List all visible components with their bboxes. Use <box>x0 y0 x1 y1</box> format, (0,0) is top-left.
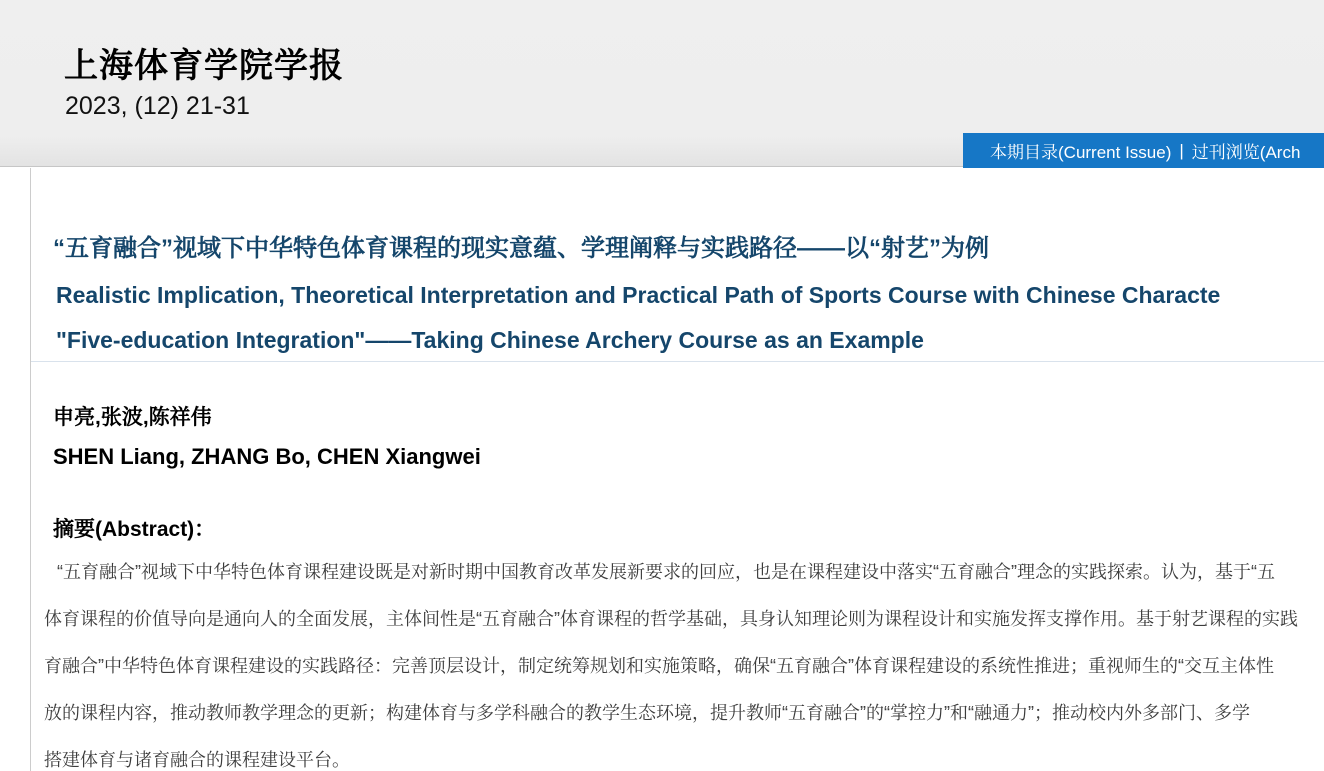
article-content-panel <box>30 168 1324 771</box>
current-issue-link[interactable]: 本期目录(Current Issue) <box>990 143 1172 162</box>
archive-link[interactable]: 过刊浏览(Arch <box>1191 143 1301 162</box>
authors-zh: 申亮,张波,陈祥伟 <box>53 406 212 429</box>
abstract-line: 体育课程的价值导向是通向人的全面发展，主体间性是“五育融合”体育课程的哲学基础，具身认知理论则为课程设计和实施发挥支撑作用。基于射艺课程的实践 <box>44 609 1298 629</box>
nav-links-bar <box>963 133 1324 168</box>
abstract-line: 搭建体育与诸育融合的课程建设平台。 <box>44 750 350 770</box>
abstract-line: 育融合”中华特色体育课程建设的实践路径：完善顶层设计，制定统筹规划和实施策略，确保“五育融合”体育课程建设的系统性推进；重视师生的“交互主体性 <box>44 656 1274 676</box>
article-title-en <box>56 273 1220 363</box>
issue-info: 2023, (12) 21-31 <box>65 92 250 120</box>
article-title-en-line2: "Five-education Integration"——Taking Chinese Archery Course as an Example <box>56 327 924 353</box>
abstract-line: 放的课程内容，推动教师教学理念的更新；构建体育与多学科融合的教学生态环境，提升教师“五育融合”的“掌控力”和“融通力”；推动校内外多部门、多学 <box>44 703 1250 723</box>
article-title-en-line1: Realistic Implication, Theoretical Interpretation and Practical Path of Sports Course with Chinese Characte <box>56 282 1221 308</box>
abstract-text <box>44 549 1324 771</box>
article-title-zh: “五育融合”视域下中华特色体育课程的现实意蕴、学理阐释与实践路径——以“射艺”为例 <box>53 235 989 262</box>
nav-separator: | <box>1179 140 1184 160</box>
abstract-line: “五育融合”视域下中华特色体育课程建设既是对新时期中国教育改革发展新要求的回应，也是在课程建设中落实“五育融合”理念的实践探索。认为，基于“五 <box>57 562 1275 582</box>
abstract-heading: 摘要(Abstract)： <box>53 518 216 541</box>
journal-title: 上海体育学院学报 <box>64 47 344 85</box>
title-divider <box>31 361 1324 362</box>
authors-en: SHEN Liang, ZHANG Bo, CHEN Xiangwei <box>53 444 481 469</box>
